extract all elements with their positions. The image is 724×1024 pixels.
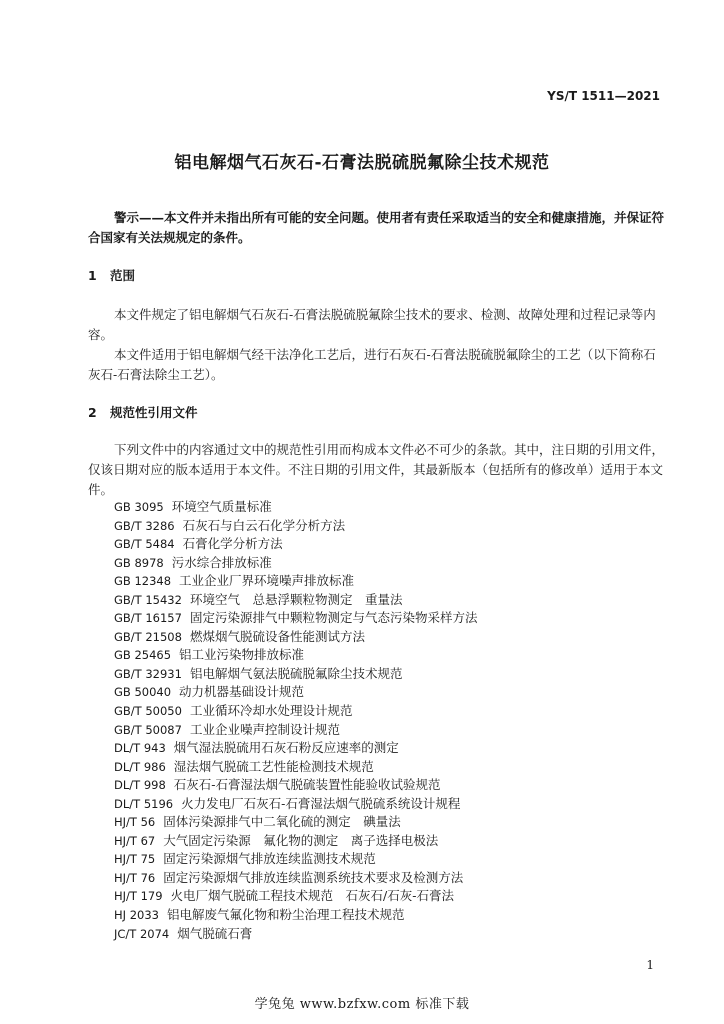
reference-code: GB 3095 [114,500,164,514]
reference-name: 铝电解烟气氨法脱硫脱氟除尘技术规范 [189,665,403,681]
reference-code: HJ 2033 [114,908,159,923]
reference-item [114,925,477,944]
document-title: 铝电解烟气石灰石-石膏法脱硫脱氟除尘技术规范 [174,153,550,173]
reference-code: GB 25465 [114,648,172,663]
reference-name: 石灰石-石膏湿法烟气脱硫装置性能验收试验规范 [173,777,441,793]
reference-code: DL/T 986 [114,759,166,774]
section-2-title: 规范性引用文件 [110,405,198,420]
section-1-paragraph: 本文件规定了铝电解烟气石灰石-石膏法脱硫脱氟除尘技术的要求、检测、故障处理和过程记录等内容。 [88,307,656,342]
reference-name: 工业企业厂界环境噪声排放标准 [179,573,355,589]
reference-name: 工业循环冷却水处理设计规范 [189,703,353,719]
reference-item [114,702,477,721]
reference-item [114,906,477,925]
reference-item [114,517,477,536]
reference-code: GB/T 50087 [114,722,182,737]
section-2-number: 2 [88,405,97,420]
reference-name: 环境空气质量标准 [171,499,272,514]
reference-code: GB/T 5484 [114,537,175,552]
section-2-intro: 下列文件中的内容通过文中的规范性引用而构成本文件必不可少的条款。其中，注日期的引用文件，仅该日期对应的版本适用于本文件。不注日期的引用文件，其最新版本（包括所有的修改单）适用于本文件。 [88,442,665,497]
reference-name: 燃煤烟气脱硫设备性能测试方法 [189,628,365,644]
reference-code: GB 50040 [114,685,172,700]
reference-code: DL/T 998 [114,778,166,793]
reference-name: 湿法烟气脱硫工艺性能检测技术规范 [173,758,374,774]
reference-name: 固定污染源烟气排放连续监测技术规范 [163,851,376,867]
reference-code: GB/T 32931 [114,666,182,681]
reference-name: 动力机器基础设计规范 [179,684,305,700]
reference-name: 大气固定污染源 氟化物的测定 离子选择电极法 [163,832,439,848]
reference-item [114,721,477,740]
reference-code: HJ/T 56 [114,815,156,830]
reference-item [114,795,477,814]
watermark-link[interactable]: 学兔兔 www.bzfxw.com 标准下载 [254,997,470,1012]
reference-code: GB 8978 [114,555,164,570]
reference-name: 石灰石与白云石化学分析方法 [182,517,346,533]
reference-item [114,628,477,647]
reference-code: DL/T 5196 [114,796,174,811]
reference-name: 火力发电厂石灰石-石膏湿法烟气脱硫系统设计规程 [181,795,461,811]
reference-item [114,739,477,758]
reference-name: 铝电解废气氟化物和粉尘治理工程技术规范 [166,907,405,923]
reference-item [114,535,477,554]
reference-name: 火电厂烟气脱硫工程技术规范 石灰石/石灰-石膏法 [170,888,454,904]
reference-item [114,498,477,517]
reference-code: HJ/T 67 [114,833,156,848]
reference-code: JC/T 2074 [114,926,170,941]
section-1-heading [88,266,135,284]
reference-item [114,850,477,869]
section-1-title: 范围 [110,268,136,283]
reference-code: GB 12348 [114,574,172,589]
section-2-heading [88,403,198,421]
reference-code: GB/T 21508 [114,629,182,644]
reference-item [114,646,477,665]
reference-name: 铝工业污染物排放标准 [179,647,305,663]
reference-code: GB/T 16157 [114,611,182,626]
reference-code: GB/T 15432 [114,592,182,607]
reference-name: 污水综合排放标准 [171,554,272,570]
reference-name: 工业企业噪声控制设计规范 [189,721,340,737]
reference-item [114,609,477,628]
standard-number: YS/T 1511—2021 [547,89,660,103]
reference-item [114,683,477,702]
reference-item [114,776,477,795]
reference-code: DL/T 943 [114,741,166,756]
reference-code: GB/T 3286 [114,518,175,533]
reference-list [114,498,477,943]
reference-code: HJ/T 76 [114,870,156,885]
warning-text: 警示——本文件并未指出所有可能的安全问题。使用者有责任采取适当的安全和健康措施，并保证符合国家有关法规规定的条件。 [88,210,665,245]
reference-item [114,869,477,888]
reference-name: 烟气湿法脱硫用石灰石粉反应速率的测定 [173,740,399,756]
section-1-paragraph: 本文件适用于铝电解烟气经干法净化工艺后，进行石灰石-石膏法脱硫脱氟除尘的工艺（以下简称石灰石-石膏法除尘工艺）。 [88,347,656,382]
reference-item [114,665,477,684]
section-1-number: 1 [88,268,97,283]
reference-name: 环境空气 总悬浮颗粒物测定 重量法 [189,591,403,607]
reference-code: GB/T 50050 [114,704,182,719]
reference-item [114,887,477,906]
reference-code: HJ/T 179 [114,889,163,904]
reference-code: HJ/T 75 [114,852,156,867]
reference-name: 烟气脱硫石膏 [177,925,253,941]
reference-item [114,554,477,573]
reference-name: 石膏化学分析方法 [182,536,283,552]
reference-name: 固体污染源排气中二氧化硫的测定 碘量法 [163,814,401,830]
reference-name: 固定污染源排气中颗粒物测定与气态污染物采样方法 [189,610,478,626]
reference-item [114,572,477,591]
reference-name: 固定污染源烟气排放连续监测系统技术要求及检测方法 [163,869,464,885]
reference-item [114,591,477,610]
reference-item [114,758,477,777]
reference-item [114,813,477,832]
reference-item [114,832,477,851]
page-number: 1 [646,958,654,972]
